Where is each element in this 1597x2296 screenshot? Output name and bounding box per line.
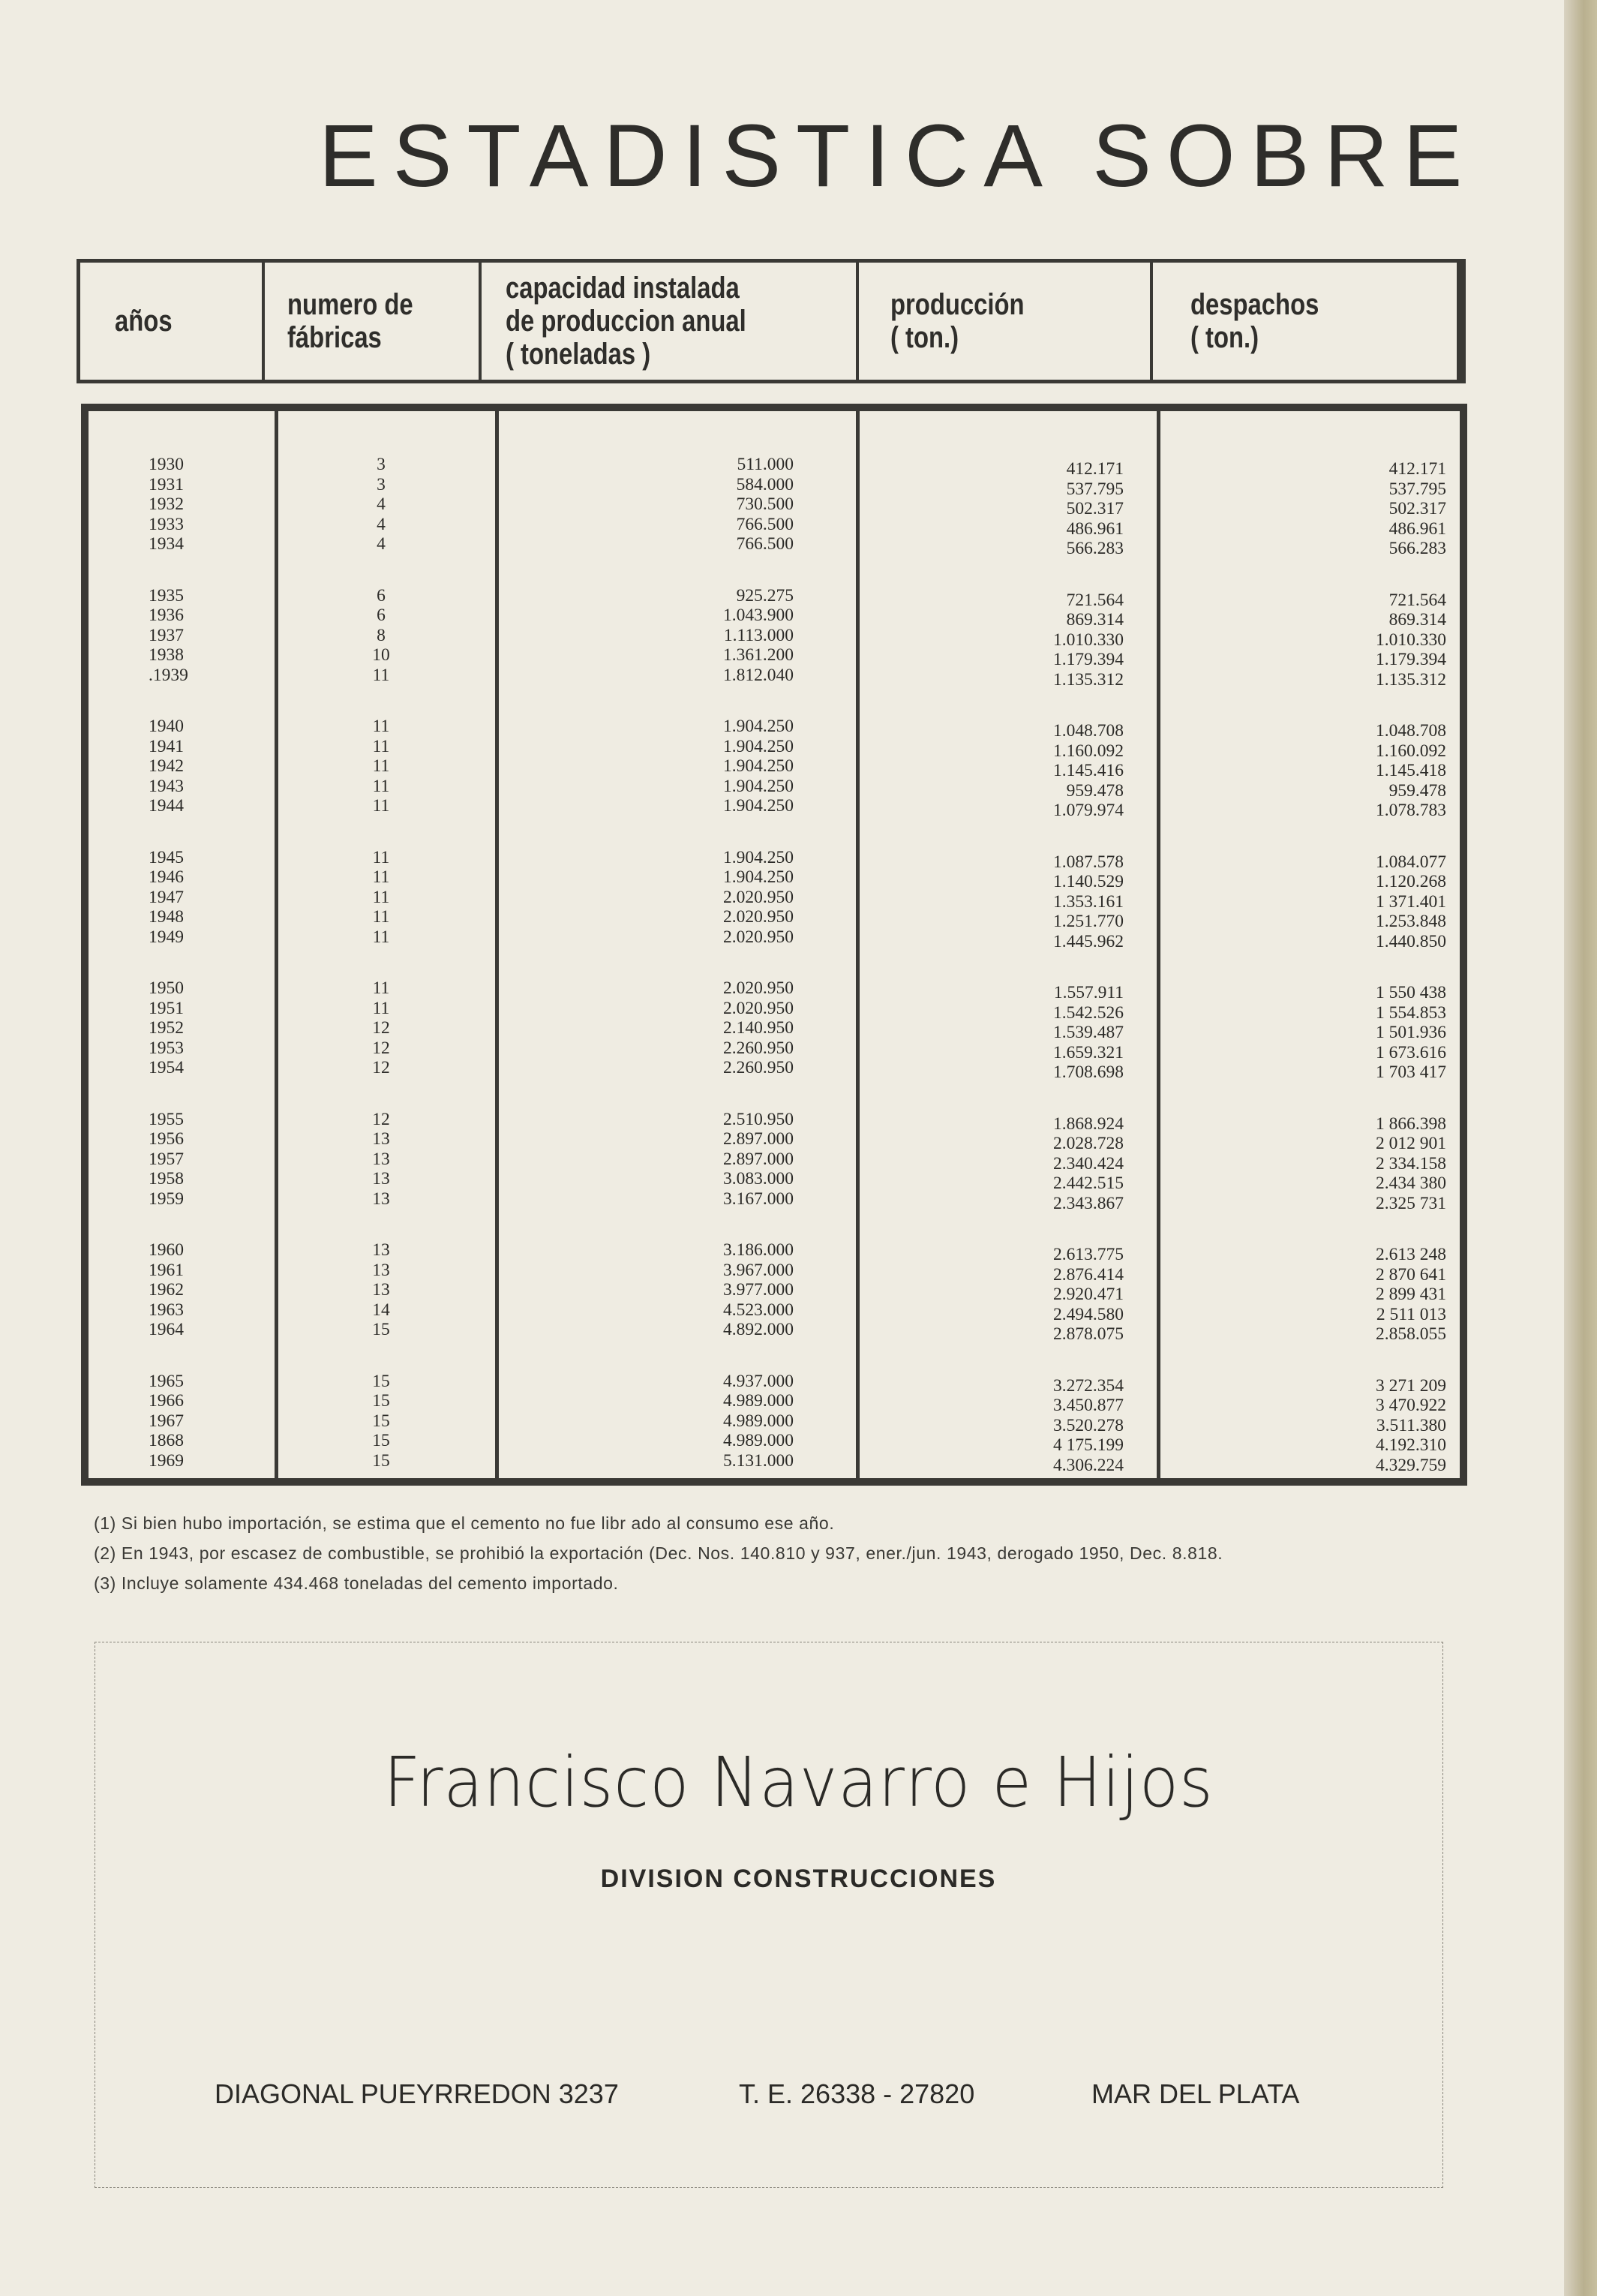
column-divider xyxy=(1157,411,1160,1478)
row-group xyxy=(914,721,1124,821)
dispatches-cell: 1 554.853 xyxy=(1376,1002,1446,1023)
production-cell: 1.160.092 xyxy=(1053,741,1124,761)
year-cell: 1936 xyxy=(149,606,184,625)
factories-cell: 13 xyxy=(372,1280,390,1300)
production-cell: 1.079.974 xyxy=(1053,801,1124,820)
header-production-line: ( ton.) xyxy=(890,321,959,354)
factories-cell: 13 xyxy=(372,1260,390,1280)
production-cell: 721.564 xyxy=(1066,590,1124,610)
dispatches-cell: 1.048.708 xyxy=(1376,721,1446,741)
capacity-cell: 2.020.950 xyxy=(723,927,794,947)
year-cell: 1962 xyxy=(149,1280,184,1300)
row-group xyxy=(149,848,188,948)
page-binding-edge xyxy=(1564,0,1597,2296)
production-cell: 2.442.515 xyxy=(1053,1174,1124,1193)
capacity-cell: 925.275 xyxy=(736,585,794,606)
header-divider xyxy=(262,263,265,380)
year-cell: 1956 xyxy=(149,1129,184,1149)
factories-cell: 14 xyxy=(372,1300,390,1320)
header-factories-line: fábricas xyxy=(287,321,382,354)
production-cell: 412.171 xyxy=(1066,459,1124,479)
header-factories xyxy=(287,263,484,380)
dispatches-cell: 1.078.783 xyxy=(1376,801,1446,820)
factories-cell: 11 xyxy=(372,717,390,736)
capacity-cell: 3.977.000 xyxy=(723,1280,794,1300)
dispatches-cell: 2 870 641 xyxy=(1376,1264,1446,1285)
header-capacity-line: capacidad instalada xyxy=(506,272,740,305)
production-cell: 1.087.578 xyxy=(1053,852,1124,872)
production-cell: 566.283 xyxy=(1066,539,1124,558)
year-cell: 1947 xyxy=(149,887,184,907)
dispatches-cell: 1.010.330 xyxy=(1376,630,1446,650)
factories-cell: 11 xyxy=(372,665,390,685)
capacity-cell: 1.904.250 xyxy=(723,847,794,867)
column-capacity xyxy=(614,455,794,1471)
capacity-cell: 1.113.000 xyxy=(723,625,794,645)
row-group xyxy=(359,1372,404,1471)
dispatches-cell: 959.478 xyxy=(1388,780,1446,801)
production-cell: 1.659.321 xyxy=(1053,1042,1124,1062)
year-cell: 1964 xyxy=(149,1320,184,1339)
dispatches-cell: 3 271 209 xyxy=(1376,1375,1446,1396)
year-cell: 1868 xyxy=(149,1431,184,1450)
row-group xyxy=(614,586,794,686)
dispatches-cell: 1.084.077 xyxy=(1376,852,1446,872)
year-cell: 1943 xyxy=(149,776,184,796)
header-years xyxy=(115,263,250,380)
row-group xyxy=(1214,983,1446,1083)
footnotes xyxy=(94,1508,1519,1598)
capacity-cell: 3.967.000 xyxy=(723,1260,794,1280)
factories-cell: 11 xyxy=(372,887,390,907)
capacity-cell: 5.131.000 xyxy=(723,1450,794,1471)
row-group xyxy=(914,1376,1124,1476)
capacity-cell: 4.989.000 xyxy=(723,1391,794,1411)
production-cell: 1.542.526 xyxy=(1053,1002,1124,1023)
capacity-cell: 1.904.250 xyxy=(723,776,794,796)
row-group xyxy=(359,978,404,1078)
factories-cell: 15 xyxy=(372,1371,390,1391)
production-cell: 4.306.224 xyxy=(1053,1455,1124,1475)
factories-cell: 13 xyxy=(372,1169,390,1189)
year-cell: 1934 xyxy=(149,534,184,554)
year-cell: 1953 xyxy=(149,1038,184,1058)
capacity-cell: 2.897.000 xyxy=(723,1129,794,1149)
production-cell: 1.135.312 xyxy=(1053,669,1124,690)
year-cell: 1944 xyxy=(149,796,184,816)
year-cell: 1938 xyxy=(149,645,184,665)
year-cell: 1966 xyxy=(149,1391,184,1411)
dispatches-cell: 3.511.380 xyxy=(1376,1415,1446,1435)
row-group xyxy=(149,978,188,1078)
capacity-cell: 1.904.250 xyxy=(723,796,794,816)
row-group xyxy=(1214,1114,1446,1214)
year-cell: 1957 xyxy=(149,1149,184,1169)
row-group xyxy=(914,591,1124,690)
factories-cell: 12 xyxy=(372,1058,390,1077)
production-cell: 537.795 xyxy=(1066,479,1124,499)
year-cell: 1933 xyxy=(149,514,184,534)
year-cell: 1963 xyxy=(149,1300,184,1320)
capacity-cell: 584.000 xyxy=(736,474,794,494)
header-capacity xyxy=(506,263,850,380)
production-cell: 1.179.394 xyxy=(1053,650,1124,669)
production-cell: 1.145.416 xyxy=(1053,761,1124,780)
capacity-cell: 1.812.040 xyxy=(723,665,794,685)
capacity-cell: 2.020.950 xyxy=(723,998,794,1018)
row-group xyxy=(914,1245,1124,1345)
factories-cell: 12 xyxy=(372,1038,390,1058)
production-cell: 486.961 xyxy=(1066,518,1124,539)
factories-cell: 15 xyxy=(372,1411,390,1431)
dispatches-cell: 412.171 xyxy=(1388,459,1446,479)
capacity-cell: 3.083.000 xyxy=(723,1169,794,1189)
capacity-cell: 1.904.250 xyxy=(723,736,794,756)
year-cell: 1958 xyxy=(149,1169,184,1189)
factories-cell: 13 xyxy=(372,1189,390,1209)
dispatches-cell: 1.253.848 xyxy=(1376,912,1446,931)
company-city: MAR DEL PLATA xyxy=(1091,2078,1300,2109)
row-group xyxy=(614,978,794,1078)
capacity-cell: 4.989.000 xyxy=(723,1411,794,1431)
row-group xyxy=(149,1110,188,1210)
factories-cell: 15 xyxy=(372,1320,390,1339)
row-group xyxy=(914,852,1124,952)
row-group xyxy=(1214,1376,1446,1476)
row-group xyxy=(614,717,794,816)
dispatches-cell: 869.314 xyxy=(1388,610,1446,630)
factories-cell: 13 xyxy=(372,1240,390,1260)
table-body xyxy=(81,404,1467,1486)
dispatches-cell: 1.179.394 xyxy=(1376,650,1446,669)
capacity-cell: 766.500 xyxy=(736,514,794,534)
year-cell: 1948 xyxy=(149,907,184,927)
column-production xyxy=(914,459,1124,1475)
capacity-cell: 4.523.000 xyxy=(723,1300,794,1320)
row-group xyxy=(1214,852,1446,952)
production-cell: 2.343.867 xyxy=(1053,1193,1124,1213)
row-group xyxy=(914,459,1124,559)
row-group xyxy=(614,848,794,948)
capacity-cell: 1.904.250 xyxy=(723,867,794,887)
company-division: DIVISION CONSTRUCCIONES xyxy=(600,1865,997,1893)
year-cell: 1935 xyxy=(149,585,184,606)
capacity-cell: 4.892.000 xyxy=(723,1320,794,1339)
dispatches-cell: 4.192.310 xyxy=(1376,1435,1446,1455)
row-group xyxy=(359,586,404,686)
capacity-cell: 4.989.000 xyxy=(723,1431,794,1450)
row-group xyxy=(359,455,404,554)
year-cell: 1969 xyxy=(149,1450,184,1471)
capacity-cell: 4.937.000 xyxy=(723,1371,794,1391)
year-cell: 1949 xyxy=(149,927,184,947)
table-header xyxy=(77,259,1466,383)
year-cell: 1940 xyxy=(149,717,184,736)
dispatches-cell: 1 673.616 xyxy=(1376,1042,1446,1062)
factories-cell: 3 xyxy=(377,455,386,474)
dispatches-cell: 1 866.398 xyxy=(1376,1113,1446,1134)
header-factories-line: numero de xyxy=(287,288,413,321)
production-cell: 1.010.330 xyxy=(1053,630,1124,650)
factories-cell: 11 xyxy=(372,736,390,756)
column-divider xyxy=(495,411,499,1478)
capacity-cell: 2.020.950 xyxy=(723,887,794,907)
column-factories xyxy=(359,455,404,1471)
dispatches-cell: 1 501.936 xyxy=(1376,1023,1446,1042)
row-group xyxy=(1214,459,1446,559)
capacity-cell: 2.260.950 xyxy=(723,1038,794,1058)
row-group xyxy=(614,455,794,554)
factories-cell: 15 xyxy=(372,1391,390,1411)
dispatches-cell: 566.283 xyxy=(1388,539,1446,558)
header-production xyxy=(890,263,1136,380)
dispatches-cell: 2 334.158 xyxy=(1376,1153,1446,1174)
factories-cell: 12 xyxy=(372,1018,390,1038)
header-capacity-line: de produccion anual xyxy=(506,305,746,338)
production-cell: 1.708.698 xyxy=(1053,1062,1124,1082)
factories-cell: 11 xyxy=(372,998,390,1018)
dispatches-cell: 2.858.055 xyxy=(1376,1324,1446,1344)
capacity-cell: 1.043.900 xyxy=(723,606,794,625)
row-group xyxy=(914,983,1124,1083)
factories-cell: 8 xyxy=(377,625,386,645)
capacity-cell: 2.020.950 xyxy=(723,907,794,927)
header-divider xyxy=(1150,263,1153,380)
production-cell: 4 175.199 xyxy=(1053,1435,1124,1455)
production-cell: 1.868.924 xyxy=(1053,1113,1124,1134)
row-group xyxy=(914,1114,1124,1214)
production-cell: 3.520.278 xyxy=(1053,1415,1124,1435)
capacity-cell: 2.140.950 xyxy=(723,1018,794,1038)
column-divider xyxy=(856,411,860,1478)
production-cell: 2.340.424 xyxy=(1053,1153,1124,1174)
factories-cell: 6 xyxy=(377,585,386,606)
factories-cell: 15 xyxy=(372,1450,390,1471)
factories-cell: 3 xyxy=(377,474,386,494)
capacity-cell: 766.500 xyxy=(736,534,794,554)
year-cell: 1955 xyxy=(149,1109,184,1129)
production-cell: 2.878.075 xyxy=(1053,1324,1124,1344)
row-group xyxy=(1214,721,1446,821)
dispatches-cell: 537.795 xyxy=(1388,479,1446,499)
row-group xyxy=(1214,1245,1446,1345)
year-cell: 1960 xyxy=(149,1240,184,1260)
production-cell: 1.048.708 xyxy=(1053,721,1124,741)
row-group xyxy=(359,1110,404,1210)
dispatches-cell: 502.317 xyxy=(1388,499,1446,518)
capacity-cell: 511.000 xyxy=(737,455,794,474)
company-phone: T. E. 26338 - 27820 xyxy=(739,2078,975,2109)
dispatches-cell: 1 703 417 xyxy=(1376,1062,1446,1082)
company-address: DIAGONAL PUEYRREDON 3237 xyxy=(215,2078,619,2109)
production-cell: 1.140.529 xyxy=(1053,872,1124,891)
column-dispatches xyxy=(1214,459,1446,1475)
dispatches-cell: 1 371.401 xyxy=(1376,891,1446,912)
production-cell: 2.028.728 xyxy=(1053,1134,1124,1153)
dispatches-cell: 1.135.312 xyxy=(1376,669,1446,690)
year-cell: 1950 xyxy=(149,978,184,998)
row-group xyxy=(614,1240,794,1340)
factories-cell: 11 xyxy=(372,978,390,998)
year-cell: 1951 xyxy=(149,998,184,1018)
row-group xyxy=(149,717,188,816)
capacity-cell: 3.167.000 xyxy=(723,1189,794,1209)
production-cell: 869.314 xyxy=(1066,610,1124,630)
factories-cell: 11 xyxy=(372,907,390,927)
year-cell: 1961 xyxy=(149,1260,184,1280)
factories-cell: 11 xyxy=(372,796,390,816)
year-cell: 1945 xyxy=(149,847,184,867)
factories-cell: 15 xyxy=(372,1431,390,1450)
production-cell: 3.272.354 xyxy=(1053,1375,1124,1396)
header-dispatches xyxy=(1190,263,1436,380)
factories-cell: 4 xyxy=(377,514,386,534)
year-cell: 1930 xyxy=(149,455,184,474)
year-cell: 1931 xyxy=(149,474,184,494)
page-title: ESTADISTICA SOBRE xyxy=(319,107,1478,206)
row-group xyxy=(1214,591,1446,690)
production-cell: 3.450.877 xyxy=(1053,1396,1124,1415)
header-capacity-line: ( toneladas ) xyxy=(506,338,651,371)
production-cell: 2.876.414 xyxy=(1053,1264,1124,1285)
header-production-line: producción xyxy=(890,288,1025,321)
footnote: (1) Si bien hubo importación, se estima que el cemento no fue libr ado al consumo ese año. xyxy=(94,1513,835,1533)
year-cell: 1959 xyxy=(149,1189,184,1209)
dispatches-cell: 2 012 901 xyxy=(1376,1134,1446,1153)
dispatches-cell: 486.961 xyxy=(1388,518,1446,539)
production-cell: 1.445.962 xyxy=(1053,931,1124,951)
row-group xyxy=(149,455,188,554)
row-group xyxy=(149,1240,188,1340)
row-group xyxy=(359,717,404,816)
year-cell: 1946 xyxy=(149,867,184,887)
dispatches-cell: 721.564 xyxy=(1388,590,1446,610)
factories-cell: 11 xyxy=(372,867,390,887)
dispatches-cell: 2.434 380 xyxy=(1376,1174,1446,1193)
production-cell: 2.920.471 xyxy=(1053,1285,1124,1304)
dispatches-cell: 1.120.268 xyxy=(1376,872,1446,891)
factories-cell: 6 xyxy=(377,606,386,625)
year-cell: 1937 xyxy=(149,625,184,645)
year-cell: 1967 xyxy=(149,1411,184,1431)
dispatches-cell: 2 899 431 xyxy=(1376,1285,1446,1304)
factories-cell: 13 xyxy=(372,1149,390,1169)
production-cell: 2.494.580 xyxy=(1053,1304,1124,1324)
year-cell: 1942 xyxy=(149,756,184,776)
factories-cell: 11 xyxy=(372,776,390,796)
factories-cell: 12 xyxy=(372,1109,390,1129)
factories-cell: 13 xyxy=(372,1129,390,1149)
year-cell: 1954 xyxy=(149,1058,184,1077)
year-cell: 1932 xyxy=(149,494,184,514)
row-group xyxy=(614,1372,794,1471)
row-group xyxy=(149,1372,188,1471)
header-dispatches-line: ( ton.) xyxy=(1190,321,1259,354)
header-dispatches-line: despachos xyxy=(1190,288,1319,321)
production-cell: 1.251.770 xyxy=(1053,912,1124,931)
capacity-cell: 2.020.950 xyxy=(723,978,794,998)
year-cell: 1952 xyxy=(149,1018,184,1038)
factories-cell: 4 xyxy=(377,494,386,514)
factories-cell: 11 xyxy=(372,927,390,947)
capacity-cell: 1.361.200 xyxy=(723,645,794,665)
footnote: (3) Incluye solamente 434.468 toneladas del cemento importado. xyxy=(94,1573,619,1593)
year-cell: 1941 xyxy=(149,736,184,756)
factories-cell: 11 xyxy=(372,756,390,776)
dispatches-cell: 2.325 731 xyxy=(1376,1193,1446,1213)
year-cell: .1939 xyxy=(149,665,188,685)
company-name: Francisco Navarro e Hijos xyxy=(383,1742,1214,1823)
dispatches-cell: 4.329.759 xyxy=(1376,1455,1446,1475)
capacity-cell: 730.500 xyxy=(736,494,794,514)
capacity-cell: 2.897.000 xyxy=(723,1149,794,1169)
capacity-cell: 3.186.000 xyxy=(723,1240,794,1260)
capacity-cell: 1.904.250 xyxy=(723,717,794,736)
production-cell: 1.557.911 xyxy=(1053,983,1124,1002)
header-years-label: años xyxy=(115,305,173,338)
factories-cell: 4 xyxy=(377,534,386,554)
production-cell: 959.478 xyxy=(1066,780,1124,801)
dispatches-cell: 2 511 013 xyxy=(1376,1304,1446,1324)
column-divider xyxy=(275,411,278,1478)
header-divider xyxy=(856,263,859,380)
production-cell: 502.317 xyxy=(1066,499,1124,518)
dispatches-cell: 1 550 438 xyxy=(1376,983,1446,1002)
column-years xyxy=(149,455,188,1471)
factories-cell: 10 xyxy=(372,645,390,665)
dispatches-cell: 2.613 248 xyxy=(1376,1245,1446,1264)
production-cell: 1.539.487 xyxy=(1053,1023,1124,1042)
capacity-cell: 2.260.950 xyxy=(723,1058,794,1077)
factories-cell: 11 xyxy=(372,847,390,867)
row-group xyxy=(359,1240,404,1340)
dispatches-cell: 3 470.922 xyxy=(1376,1396,1446,1415)
year-cell: 1965 xyxy=(149,1371,184,1391)
row-group xyxy=(359,848,404,948)
dispatches-cell: 1.145.418 xyxy=(1376,761,1446,780)
footnote: (2) En 1943, por escasez de combustible, se prohibió la exportación (Dec. Nos. 140.810 y 937, ener./jun. 1943, derogado 1950, Dec. 8.818. xyxy=(94,1543,1223,1563)
production-cell: 1.353.161 xyxy=(1053,891,1124,912)
dispatches-cell: 1.160.092 xyxy=(1376,741,1446,761)
dispatches-cell: 1.440.850 xyxy=(1376,931,1446,951)
capacity-cell: 1.904.250 xyxy=(723,756,794,776)
production-cell: 2.613.775 xyxy=(1053,1245,1124,1264)
row-group xyxy=(149,586,188,686)
row-group xyxy=(614,1110,794,1210)
capacity-cell: 2.510.950 xyxy=(723,1109,794,1129)
